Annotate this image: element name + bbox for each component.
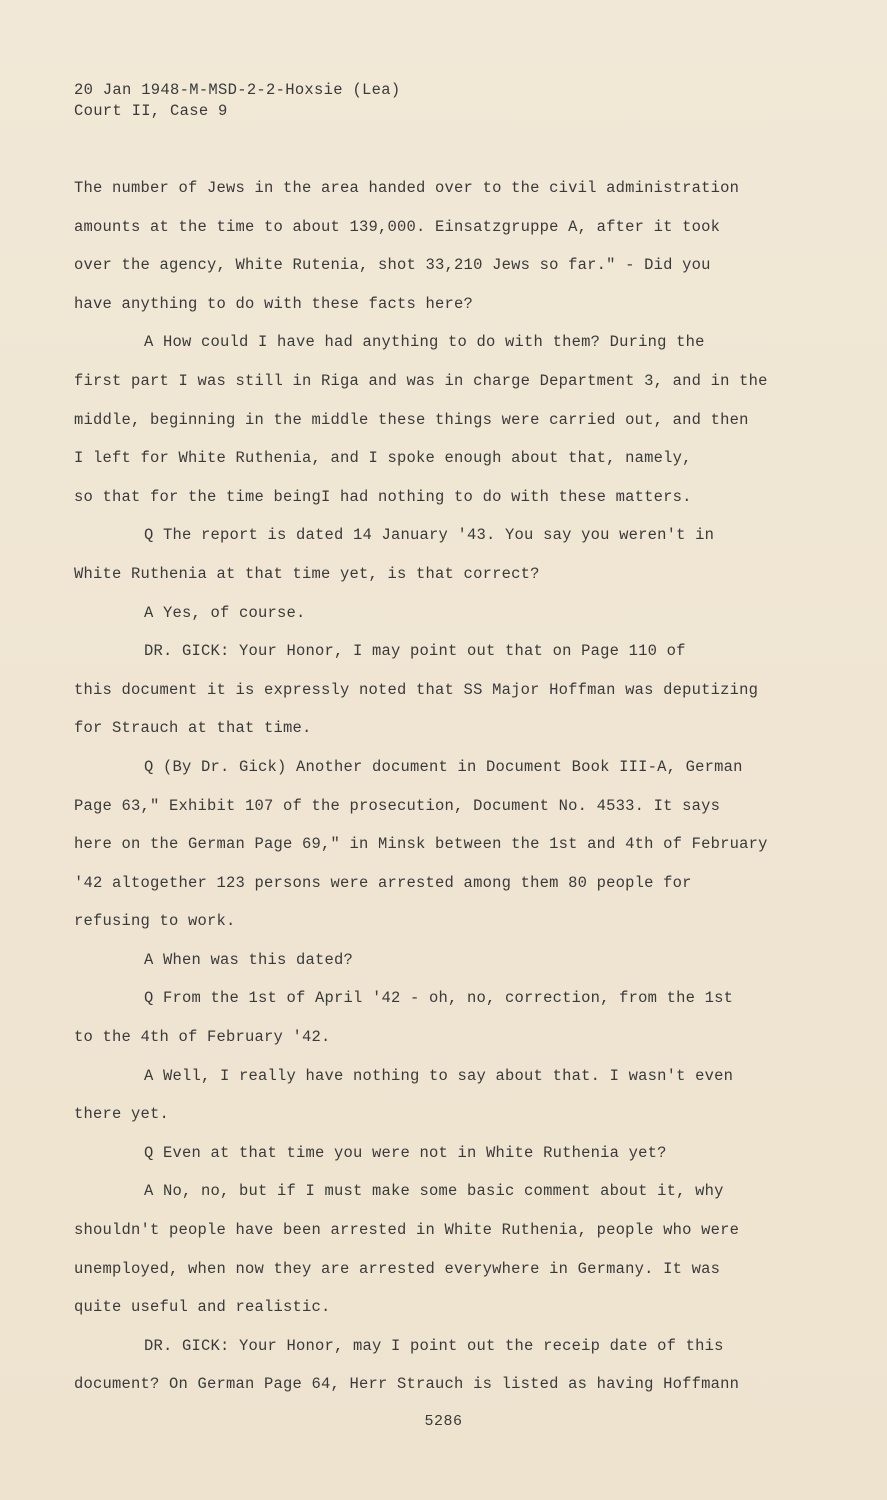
header-line-2: Court II, Case 9 [74, 102, 228, 120]
transcript-line: A When was this dated? [144, 950, 354, 969]
transcript-line: this document it is expressly noted that SS Major Hoffman was deputizing [74, 680, 759, 699]
transcript-line: quite useful and realistic. [74, 1298, 331, 1317]
transcript-line: have anything to do with these facts here? [74, 294, 474, 313]
transcript-line: here on the German Page 69," in Minsk between the 1st and 4th of February [74, 835, 768, 854]
header-block [74, 80, 400, 122]
transcript-line: first part I was still in Riga and was in charge Department 3, and in the [74, 371, 768, 390]
transcript-line: A No, no, but if I must make some basic comment about it, why [144, 1182, 724, 1201]
transcript-line: The number of Jews in the area handed over to the civil administration [74, 179, 740, 197]
transcript-line: shouldn't people have been arrested in White Ruthenia, people who were [74, 1221, 740, 1240]
page-number: 5286 [424, 1413, 463, 1430]
transcript-line: A Yes, of course. [144, 603, 306, 622]
transcript-body [74, 176, 794, 1411]
transcript-line: I left for White Ruthenia, and I spoke enough about that, namely, [74, 449, 692, 468]
transcript-line: A How could I have had anything to do with them? During the [144, 333, 705, 352]
transcript-line: DR. GICK: Your Honor, I may point out that on Page 110 of [144, 642, 686, 661]
transcript-line: Page 63," Exhibit 107 of the prosecution, Document No. 4533. It says [74, 796, 721, 815]
transcript-line: Q (By Dr. Gick) Another document in Document Book III-A, German [144, 757, 743, 776]
transcript-line: refusing to work. [74, 912, 236, 931]
transcript-line: Q The report is dated 14 January '43. You say you weren't in [144, 526, 715, 545]
transcript-line: to the 4th of February '42. [74, 1028, 331, 1047]
transcript-line: there yet. [74, 1105, 170, 1124]
transcript-line: '42 altogether 123 persons were arrested among them 80 people for [74, 873, 692, 892]
transcript-line: so that for the time beingI had nothing to do with these matters. [74, 487, 692, 506]
transcript-line: Q From the 1st of April '42 - oh, no, correction, from the 1st [144, 989, 734, 1008]
transcript-line: DR. GICK: Your Honor, may I point out the receip date of this [144, 1336, 724, 1355]
transcript-line: middle, beginning in the middle these things were carried out, and then [74, 410, 749, 429]
transcript-line: amounts at the time to about 139,000. Einsatzgruppe A, after it took [74, 217, 721, 236]
transcript-line: document? On German Page 64, Herr Strauch is listed as having Hoffmann [74, 1375, 740, 1394]
transcript-line: over the agency, White Rutenia, shot 33,210 Jews so far." - Did you [74, 256, 711, 275]
transcript-line: White Ruthenia at that time yet, is that correct? [74, 564, 540, 583]
transcript-line: Q Even at that time you were not in White Ruthenia yet? [144, 1143, 667, 1162]
transcript-line: A Well, I really have nothing to say about that. I wasn't even [144, 1066, 734, 1085]
transcript-line: for Strauch at that time. [74, 719, 312, 738]
transcript-line: unemployed, when now they are arrested everywhere in Germany. It was [74, 1259, 721, 1278]
header-line-1: 20 Jan 1948-M-MSD-2-2-Hoxsie (Lea) [74, 81, 401, 99]
